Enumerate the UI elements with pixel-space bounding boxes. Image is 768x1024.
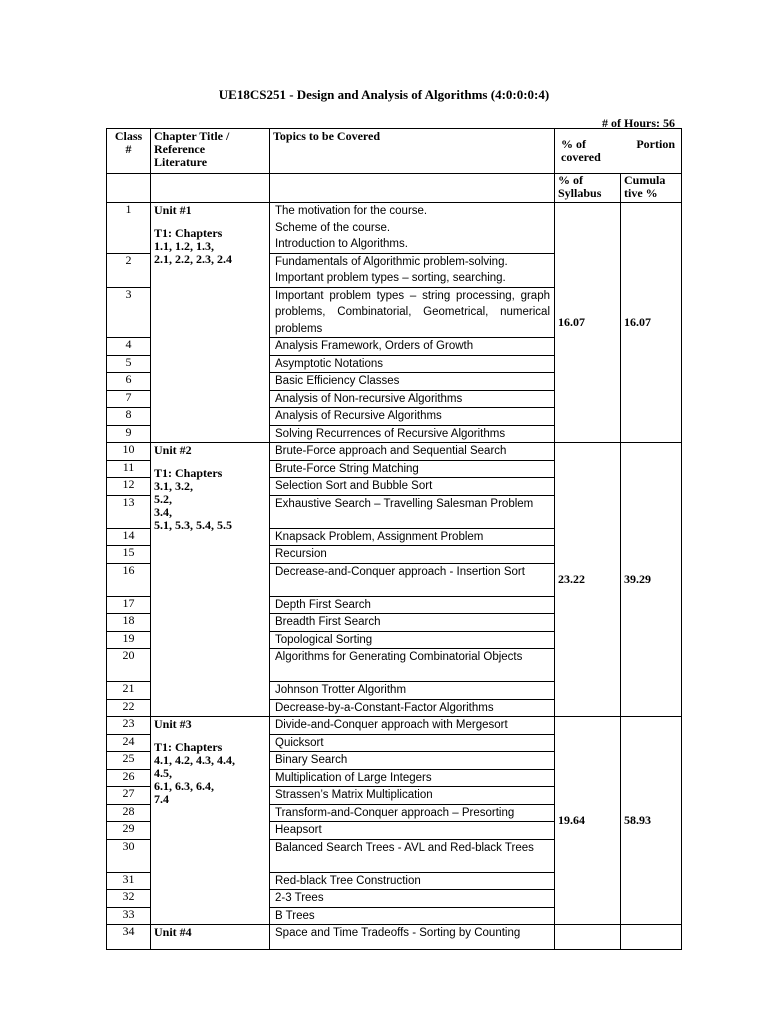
topic-cell: Topological Sorting (270, 631, 555, 649)
chapter-references: T1: Chapters 4.1, 4.2, 4.3, 4.4, 4.5, 6.1, 6.3, 6.4, 7.4 (154, 740, 235, 806)
class-number: 23 (107, 717, 151, 735)
topic-cell: Depth First Search (270, 596, 555, 614)
topic-cell: Johnson Trotter Algorithm (270, 682, 555, 700)
class-number: 34 (107, 925, 151, 950)
header-chapter: Chapter Title / Reference Literature (151, 129, 270, 174)
chapter-cell (151, 925, 270, 950)
topic-cell: Basic Efficiency Classes (270, 373, 555, 391)
class-number: 26 (107, 769, 151, 787)
topic-cell: Red-black Tree Construction (270, 872, 555, 890)
class-number: 27 (107, 787, 151, 805)
class-number: 1 (107, 203, 151, 254)
table-row (107, 203, 682, 254)
chapter-cell (151, 717, 270, 925)
class-number: 6 (107, 373, 151, 391)
class-number: 8 (107, 408, 151, 426)
class-number: 32 (107, 890, 151, 908)
header-portion-bottom: covered (561, 150, 601, 164)
topic-cell: Analysis Framework, Orders of Growth (270, 338, 555, 356)
topic-cell: Exhaustive Search – Travelling Salesman Problem (270, 495, 555, 528)
class-number: 19 (107, 631, 151, 649)
unit-label: Unit #3 (154, 717, 192, 731)
syllabus-percent (555, 925, 621, 950)
topic-cell: Multiplication of Large Integers (270, 769, 555, 787)
class-number: 14 (107, 528, 151, 546)
class-number: 20 (107, 649, 151, 682)
cumulative-percent: 16.07 (621, 203, 682, 443)
topic-cell: Decrease-by-a-Constant-Factor Algorithms (270, 699, 555, 717)
topic-cell: Knapsack Problem, Assignment Problem (270, 528, 555, 546)
class-number: 22 (107, 699, 151, 717)
unit-label: Unit #1 (154, 203, 192, 217)
class-number: 12 (107, 478, 151, 496)
topic-cell: Important problem types – string processing, graph problems, Combinatorial, Geometrical, numerical problems (270, 287, 555, 338)
header-portion-right: Portion (636, 137, 676, 151)
topic-cell: Balanced Search Trees - AVL and Red-black Trees (270, 839, 555, 872)
syllabus-percent: 19.64 (555, 717, 621, 925)
class-number: 30 (107, 839, 151, 872)
class-number: 16 (107, 563, 151, 596)
cumulative-percent: 39.29 (621, 443, 682, 717)
cumulative-percent: 58.93 (621, 717, 682, 925)
class-number: 28 (107, 804, 151, 822)
header-syllabus: % of Syllabus (555, 174, 621, 203)
topic-cell: Asymptotic Notations (270, 355, 555, 373)
class-number: 31 (107, 872, 151, 890)
header-topics-blank (270, 174, 555, 203)
topic-cell: Algorithms for Generating Combinatorial Objects (270, 649, 555, 682)
chapter-cell (151, 203, 270, 443)
topic-cell: Brute-Force String Matching (270, 460, 555, 478)
table-row (107, 925, 682, 950)
topic-cell: The motivation for the course. Scheme of the course. Introduction to Algorithms. (270, 203, 555, 254)
total-hours: # of Hours: 56 (602, 116, 675, 130)
class-number: 15 (107, 546, 151, 564)
topic-cell: Decrease-and-Conquer approach - Insertion Sort (270, 563, 555, 596)
class-number: 7 (107, 390, 151, 408)
topic-cell: Quicksort (270, 734, 555, 752)
topic-cell: Analysis of Non-recursive Algorithms (270, 390, 555, 408)
chapter-cell (151, 443, 270, 717)
class-number: 2 (107, 253, 151, 287)
topic-cell: Analysis of Recursive Algorithms (270, 408, 555, 426)
class-number: 5 (107, 355, 151, 373)
chapter-references: T1: Chapters 3.1, 3.2, 5.2, 3.4, 5.1, 5.3, 5.4, 5.5 (154, 466, 232, 532)
class-number: 3 (107, 287, 151, 338)
topic-cell: Solving Recurrences of Recursive Algorithms (270, 425, 555, 443)
table-body (107, 203, 682, 950)
header-class: Class # (107, 129, 151, 174)
cumulative-percent (621, 925, 682, 950)
class-number: 21 (107, 682, 151, 700)
class-number: 33 (107, 907, 151, 925)
topic-cell: Breadth First Search (270, 614, 555, 632)
syllabus-table (106, 128, 682, 950)
syllabus-percent: 23.22 (555, 443, 621, 717)
table-row (107, 443, 682, 461)
topic-cell: Recursion (270, 546, 555, 564)
chapter-references: T1: Chapters 1.1, 1.2, 1.3, 2.1, 2.2, 2.3, 2.4 (154, 226, 232, 266)
class-number: 18 (107, 614, 151, 632)
class-number: 29 (107, 822, 151, 840)
header-portion (555, 129, 682, 174)
class-number: 25 (107, 752, 151, 770)
class-number: 10 (107, 443, 151, 461)
topic-cell: Brute-Force approach and Sequential Search (270, 443, 555, 461)
class-number: 13 (107, 495, 151, 528)
class-number: 24 (107, 734, 151, 752)
header-class-blank (107, 174, 151, 203)
topic-cell: Fundamentals of Algorithmic problem-solving. Important problem types – sorting, searching. (270, 253, 555, 287)
topic-cell: Divide-and-Conquer approach with Mergesort (270, 717, 555, 735)
document-title: UE18CS251 - Design and Analysis of Algorithms (4:0:0:0:4) (218, 87, 550, 102)
topic-cell: Transform-and-Conquer approach – Presorting (270, 804, 555, 822)
table-row (107, 717, 682, 735)
syllabus-percent: 16.07 (555, 203, 621, 443)
header-portion-left: % of (561, 137, 586, 151)
header-cumulative: Cumula tive % (621, 174, 682, 203)
class-number: 4 (107, 338, 151, 356)
unit-label: Unit #2 (154, 443, 192, 457)
topic-cell: Selection Sort and Bubble Sort (270, 478, 555, 496)
class-number: 9 (107, 425, 151, 443)
topic-cell: 2-3 Trees (270, 890, 555, 908)
topic-cell: Heapsort (270, 822, 555, 840)
topic-cell: Binary Search (270, 752, 555, 770)
header-topics: Topics to be Covered (270, 129, 555, 174)
topic-cell: Space and Time Tradeoffs - Sorting by Counting (270, 925, 555, 950)
topic-cell: Strassen’s Matrix Multiplication (270, 787, 555, 805)
class-number: 17 (107, 596, 151, 614)
class-number: 11 (107, 460, 151, 478)
header-chapter-blank (151, 174, 270, 203)
topic-cell: B Trees (270, 907, 555, 925)
unit-label: Unit #4 (154, 925, 192, 939)
